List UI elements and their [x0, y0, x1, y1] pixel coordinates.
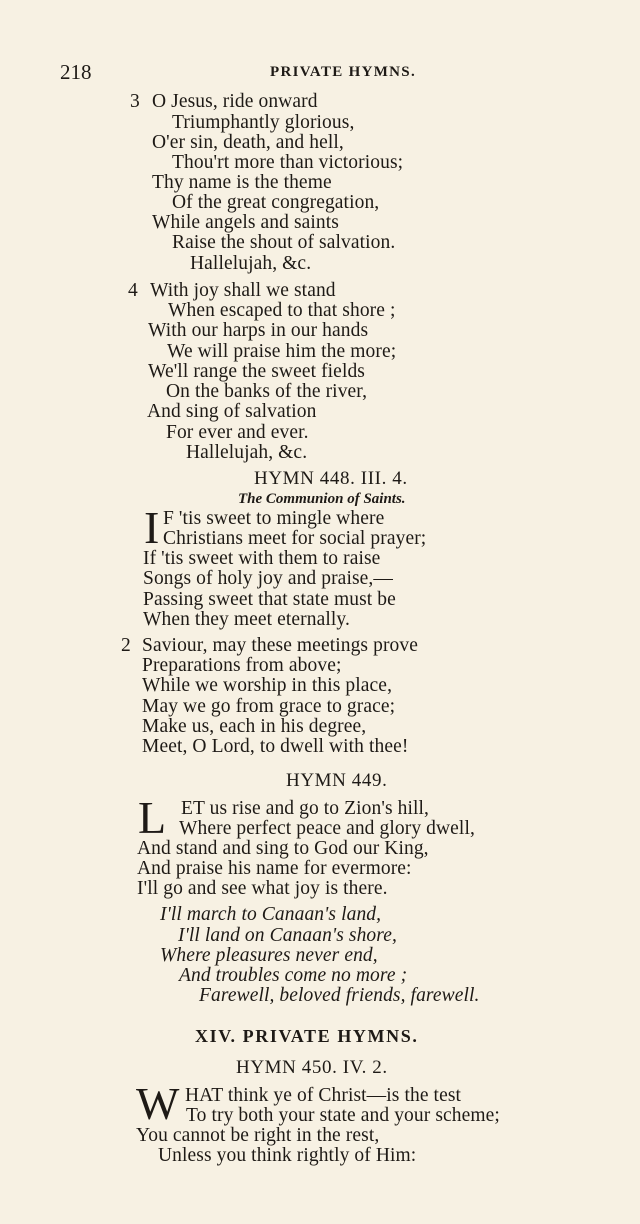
drop-cap: L: [138, 792, 167, 843]
verse-line: Of the great congregation,: [172, 192, 380, 213]
stanza-number: 2: [121, 635, 131, 656]
verse-line: With joy shall we stand: [150, 280, 336, 301]
verse-line: While angels and saints: [152, 212, 339, 233]
verse-line: O Jesus, ride onward: [152, 91, 318, 112]
verse-line: And sing of salvation: [147, 401, 317, 422]
hymn-heading: HYMN 450. IV. 2.: [236, 1057, 388, 1078]
verse-line: With our harps in our hands: [148, 320, 369, 341]
verse-line: Raise the shout of salvation.: [172, 232, 396, 253]
verse-line: On the banks of the river,: [166, 381, 368, 402]
verse-line: May we go from grace to grace;: [142, 696, 396, 717]
verse-line: While we worship in this place,: [142, 675, 393, 696]
verse-line: We'll range the sweet fields: [148, 361, 365, 382]
page-number: 218: [60, 60, 92, 84]
verse-line: And praise his name for evermore:: [137, 858, 412, 879]
section-title: XIV. PRIVATE HYMNS.: [195, 1026, 419, 1046]
hymn-heading: HYMN 449.: [286, 770, 388, 791]
verse-line: For ever and ever.: [166, 422, 309, 443]
verse-line: Songs of holy joy and praise,—: [143, 568, 393, 589]
verse-line: Preparations from above;: [142, 655, 342, 676]
verse-line: Thy name is the theme: [152, 172, 332, 193]
verse-line: Thou'rt more than victorious;: [172, 152, 404, 173]
verse-line: Passing sweet that state must be: [143, 589, 396, 610]
verse-line: To try both your state and your scheme;: [186, 1105, 500, 1126]
hymn-heading: HYMN 448. III. 4.: [254, 468, 408, 489]
verse-line: Christians meet for social prayer;: [163, 528, 427, 549]
verse-line: F 'tis sweet to mingle where: [163, 508, 385, 529]
verse-line: We will praise him the more;: [167, 341, 397, 362]
drop-cap: W: [136, 1078, 180, 1129]
verse-line: You cannot be right in the rest,: [136, 1125, 380, 1146]
chorus-line: I'll march to Canaan's land,: [160, 904, 382, 925]
verse-line: If 'tis sweet with them to raise: [143, 548, 381, 569]
verse-line: When escaped to that shore ;: [168, 300, 396, 321]
verse-line: ET us rise and go to Zion's hill,: [181, 798, 430, 819]
hymn-subtitle: The Communion of Saints.: [238, 491, 406, 507]
verse-line: HAT think ye of Christ—is the test: [185, 1085, 462, 1106]
stanza-number: 4: [128, 280, 138, 301]
verse-line: And stand and sing to God our King,: [137, 838, 429, 859]
drop-cap: I: [144, 502, 160, 553]
refrain-line: Hallelujah, &c.: [190, 253, 312, 274]
chorus-line: I'll land on Canaan's shore,: [178, 925, 397, 946]
verse-line: Saviour, may these meetings prove: [142, 635, 418, 656]
chorus-line: Where pleasures never end,: [160, 945, 378, 966]
refrain-line: Hallelujah, &c.: [186, 442, 308, 463]
chorus-line: And troubles come no more ;: [179, 965, 408, 986]
verse-line: Make us, each in his degree,: [142, 716, 367, 737]
verse-line: Triumphantly glorious,: [172, 112, 355, 133]
verse-line: Where perfect peace and glory dwell,: [179, 818, 475, 839]
verse-line: When they meet eternally.: [143, 609, 350, 630]
stanza-number: 3: [130, 91, 140, 112]
verse-line: O'er sin, death, and hell,: [152, 132, 344, 153]
verse-line: I'll go and see what joy is there.: [137, 878, 388, 899]
verse-line: Unless you think rightly of Him:: [158, 1145, 417, 1166]
chorus-line: Farewell, beloved friends, farewell.: [199, 985, 480, 1006]
verse-line: Meet, O Lord, to dwell with thee!: [142, 736, 409, 757]
running-title: PRIVATE HYMNS.: [270, 64, 416, 80]
